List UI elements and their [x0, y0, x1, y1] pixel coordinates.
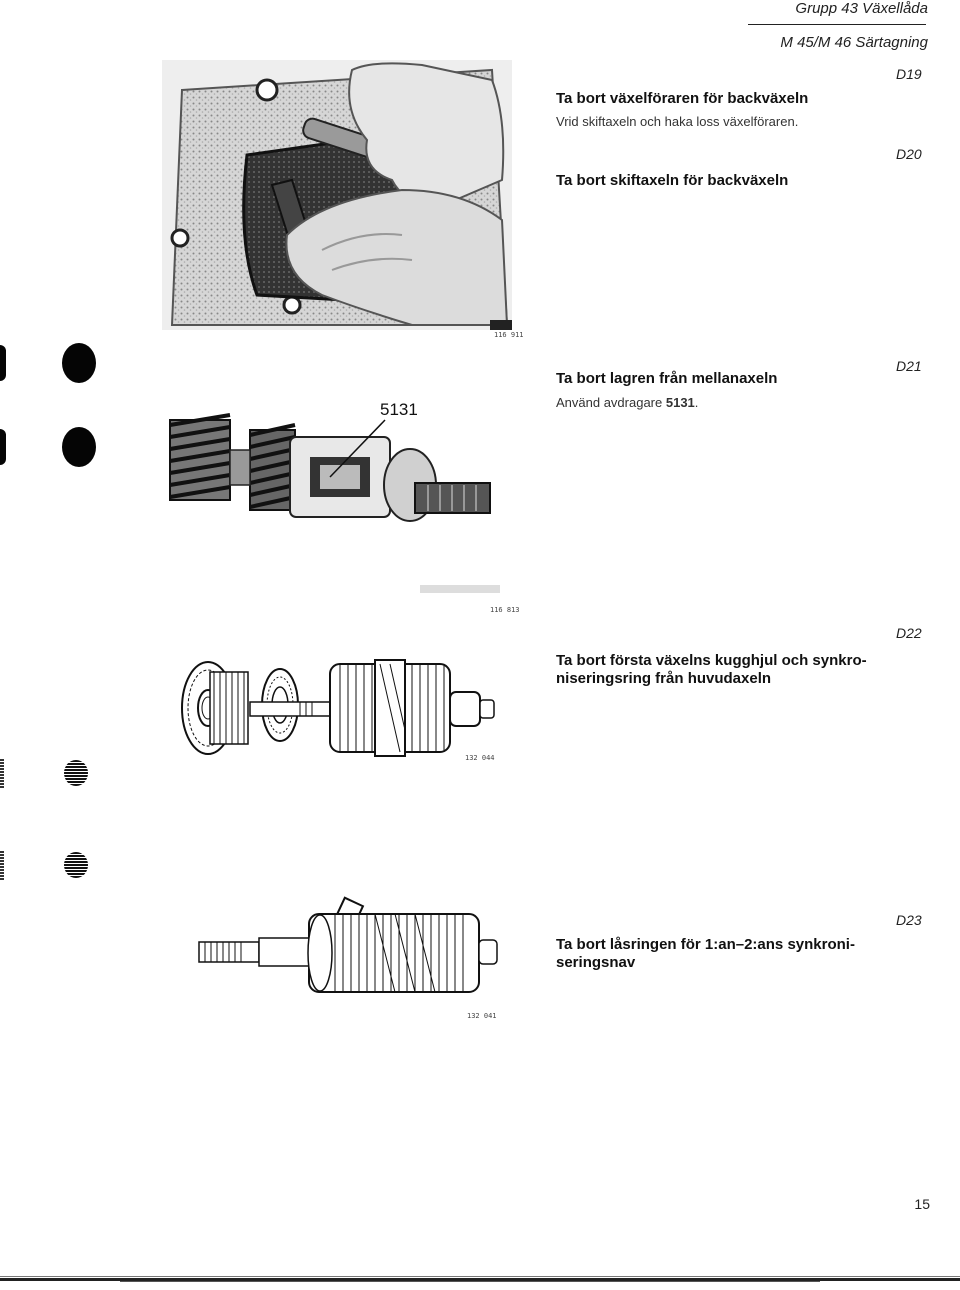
- header-group: Grupp 43 Växellåda: [795, 0, 928, 17]
- section-d23-title-line2: seringsnav: [556, 954, 636, 971]
- scan-edge-bar: [0, 1276, 960, 1284]
- section-d20-code: D20: [896, 146, 922, 162]
- helical-gear-2-icon: [250, 425, 295, 510]
- section-d21-subtitle: Använd avdragare 5131.: [556, 395, 699, 410]
- binder-hole-7: [0, 758, 4, 788]
- figure-2-number: 116 813: [490, 606, 520, 614]
- binder-hole-1: [62, 343, 96, 383]
- figure-4-number: 132 041: [467, 1012, 497, 1020]
- first-gear-icon: [182, 662, 248, 754]
- figure-mainshaft-gear: [180, 650, 500, 770]
- splined-shaft-icon: [199, 938, 309, 966]
- binder-hole-5: [64, 760, 88, 786]
- figure-2-tool-label: 5131: [380, 400, 418, 419]
- section-d22-code: D22: [896, 625, 922, 641]
- section-d22-title-line2: niseringsring från huvudaxeln: [556, 670, 772, 687]
- header-divider: [748, 24, 926, 25]
- figure-3-number: 132 044: [465, 754, 495, 762]
- section-d20-title: Ta bort skiftaxeln för backväxeln: [556, 172, 789, 189]
- helical-gear-1-icon: [170, 415, 230, 500]
- page-number: 15: [914, 1196, 930, 1212]
- binder-hole-2: [62, 427, 96, 467]
- binder-hole-3: [0, 345, 6, 381]
- section-d21-code: D21: [896, 358, 922, 374]
- section-d19-subtitle: Vrid skiftaxeln och haka loss växelföraren.: [556, 114, 799, 129]
- binder-hole-8: [0, 850, 4, 880]
- section-d19-title: Ta bort växelföraren för backväxeln: [556, 90, 809, 107]
- figure-1-number: 116 911: [494, 331, 524, 339]
- section-d22-title-line1: Ta bort första växelns kugghjul och synkro-: [556, 652, 867, 669]
- figure-synchro-lockring: [195, 892, 500, 1007]
- section-d19-code: D19: [896, 66, 922, 82]
- section-d23-code: D23: [896, 912, 922, 928]
- housing-bolt-3: [284, 297, 300, 313]
- binder-hole-4: [0, 429, 6, 465]
- synchro-assembly-icon: [308, 914, 479, 992]
- figure-bearing-puller: [160, 395, 500, 595]
- section-d23-title-line1: Ta bort låsringen för 1:an–2:ans synkroni-: [556, 936, 855, 953]
- figure-gearbox-housing: [162, 60, 512, 340]
- header-model: M 45/M 46 Särtagning: [780, 34, 928, 51]
- binder-hole-6: [64, 852, 88, 878]
- housing-bolt-1: [257, 80, 277, 100]
- housing-bolt-2: [172, 230, 188, 246]
- synchro-hub-icon: [330, 660, 450, 756]
- section-d21-title: Ta bort lagren från mellanaxeln: [556, 370, 778, 387]
